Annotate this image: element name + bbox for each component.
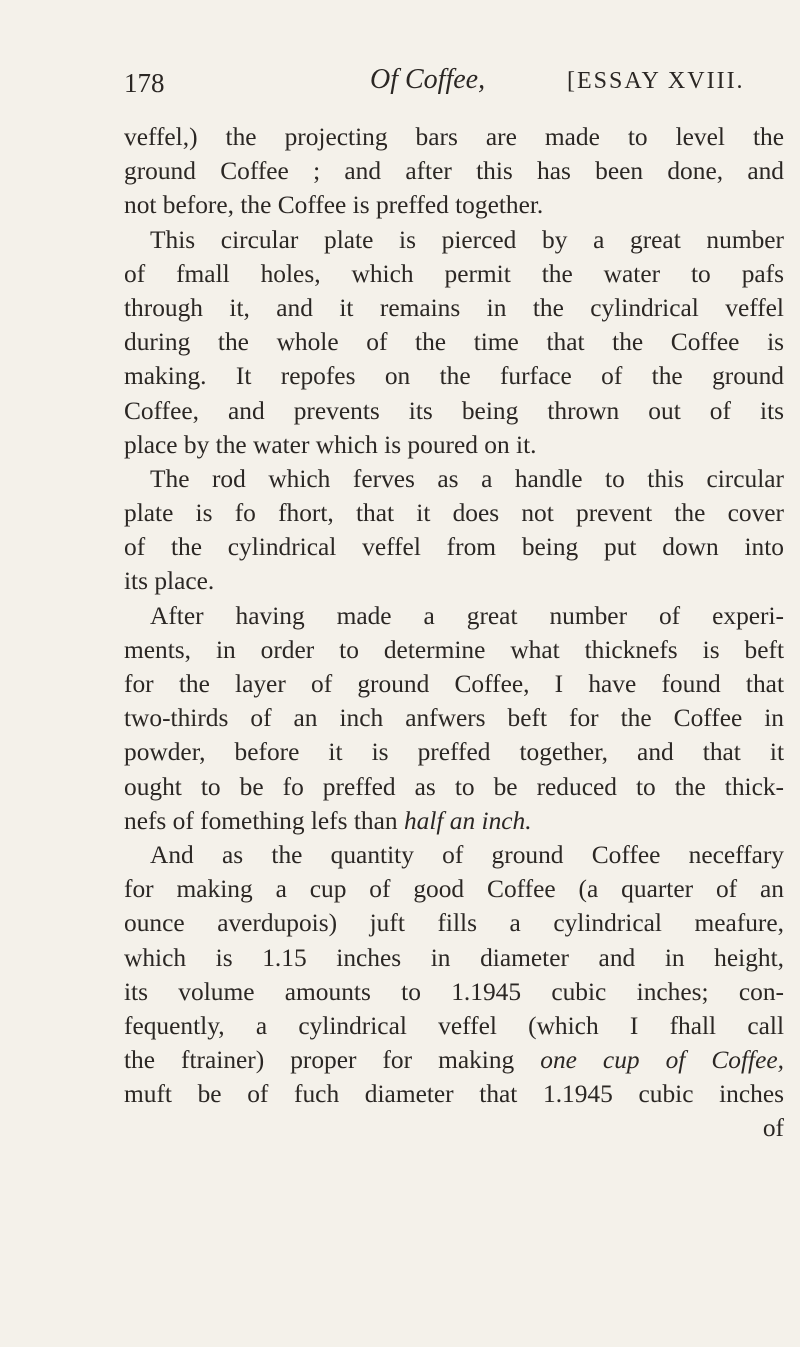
text-line: veffel,) the projecting bars are made to level the: [124, 123, 784, 151]
text-fragment: nefs of fomething lefs than: [124, 806, 398, 835]
text-line: not before, the Coffee is preffed together.: [124, 191, 544, 220]
text-line: plate is fo fhort, that it does not prevent the cover: [124, 499, 784, 528]
text-line: powder, before it is preffed together, and that it: [124, 738, 784, 767]
text-line: which is 1.15 inches in diameter and in height,: [124, 943, 784, 972]
text-line: And as the quantity of ground Coffee neceffary: [150, 840, 784, 869]
text-line: ground Coffee ; and after this has been done, and: [124, 157, 784, 186]
text-line: for making a cup of good Coffee (a quarter of an: [124, 875, 784, 904]
text-line: This circular plate is pierced by a great number: [150, 225, 784, 254]
text-line: during the whole of the time that the Coffee is: [124, 328, 784, 357]
text-line: its volume amounts to 1.1945 cubic inches; con-: [124, 977, 784, 1006]
text-line: two-thirds of an inch anfwers beft for the Coffee in: [124, 704, 784, 733]
italic-phrase: one cup of Coffee,: [540, 1046, 784, 1075]
text-line: ments, in order to determine what thicknefs is beft: [124, 635, 784, 664]
text-line: its place.: [124, 567, 215, 596]
text-line: making. It repofes on the furface of the ground: [124, 362, 784, 391]
text-line-mixed: [124, 804, 784, 838]
text-line: ounce averdupois) juft fills a cylindrical meafure,: [124, 909, 784, 938]
text-line: ought to be fo preffed as to be reduced to the thick-: [124, 772, 784, 801]
text-line-mixed: [124, 1043, 784, 1077]
italic-phrase: half an inch.: [403, 806, 532, 835]
page-number: 178: [124, 68, 165, 98]
text-line: of the cylindrical veffel from being put down into: [124, 533, 784, 562]
text-line: Coffee, and prevents its being thrown out of its: [124, 396, 784, 425]
text-line: fequently, a cylindrical veffel (which I fhall call: [124, 1011, 784, 1040]
text-line: place by the water which is poured on it.: [124, 430, 537, 459]
text-line: After having made a great number of experi-: [150, 601, 784, 630]
text-line: muft be of fuch diameter that 1.1945 cubic inches: [124, 1080, 784, 1109]
catchword: of: [762, 1114, 784, 1143]
body-text: [124, 120, 784, 1146]
page-header: [124, 64, 784, 108]
essay-label: [ESSAY XVIII.: [567, 68, 745, 94]
text-line: The rod which ferves as a handle to this circular: [150, 464, 784, 493]
text-line: through it, and it remains in the cylindrical veffel: [124, 293, 784, 322]
text-line: for the layer of ground Coffee, I have found that: [124, 670, 784, 698]
text-line: of fmall holes, which permit the water to pafs: [124, 259, 784, 288]
running-title: Of Coffee,: [370, 64, 486, 95]
text-fragment: the ftrainer) proper for making: [124, 1046, 515, 1075]
